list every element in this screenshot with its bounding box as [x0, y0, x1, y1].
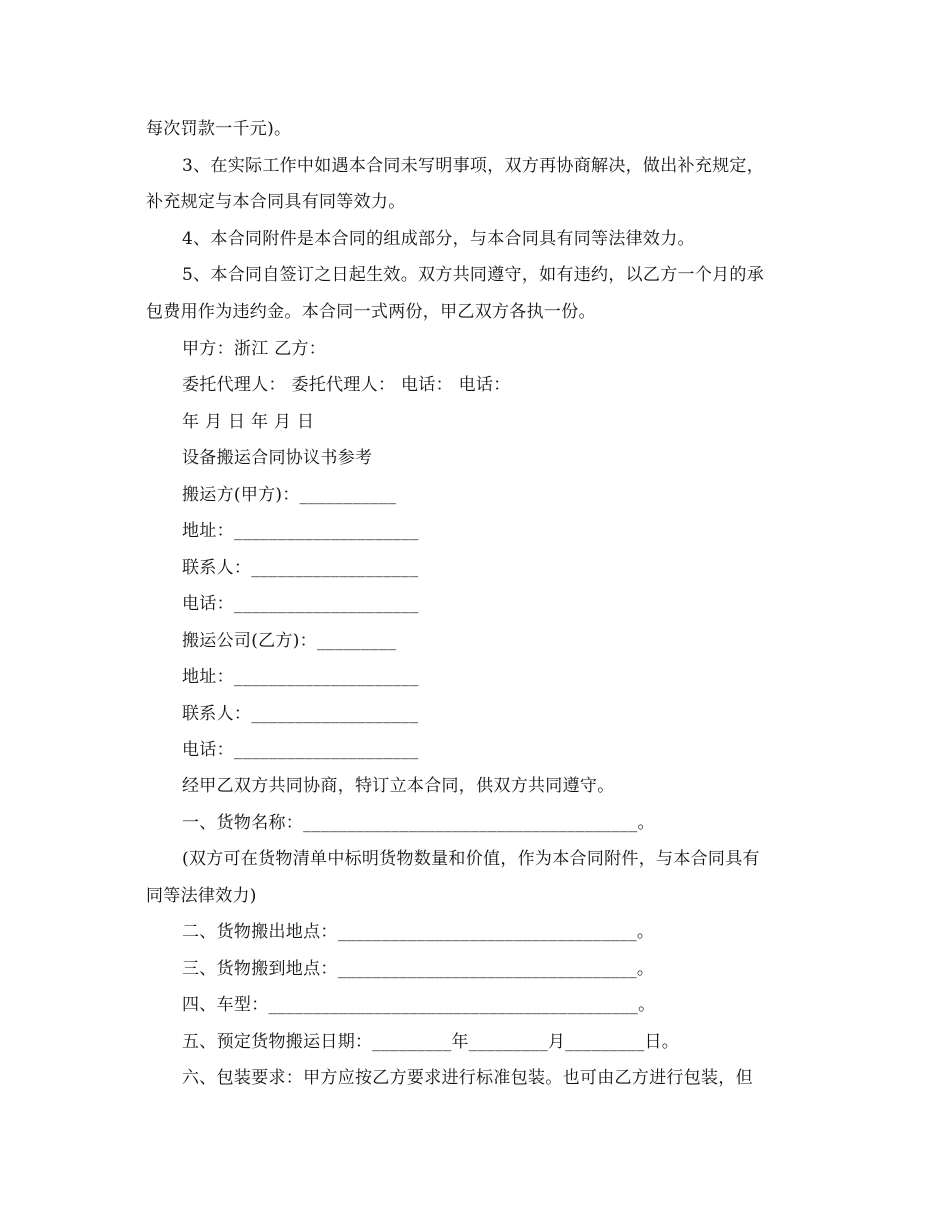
text-line: 3、在实际工作中如遇本合同未写明事项，双方再协商解决，做出补充规定， — [182, 156, 765, 176]
text-line: 甲方：浙江 乙方： — [182, 339, 327, 359]
text-line: 包费用作为违约金。本合同一式两份，甲乙双方各执一份。 — [146, 302, 596, 322]
text-line: 四、车型：__________________________________________。 — [182, 995, 656, 1015]
text-line: 补充规定与本合同具有同等效力。 — [146, 192, 406, 212]
text-line: 电话：_____________________ — [182, 594, 419, 614]
text-line: 委托代理人： 委托代理人： 电话： 电话： — [182, 375, 511, 395]
text-line: 4、本合同附件是本合同的组成部分，与本合同具有同等法律效力。 — [182, 229, 695, 249]
text-line: 电话：_____________________ — [182, 740, 419, 760]
text-line: 搬运方(甲方)：___________ — [182, 485, 397, 505]
text-line: 地址：_____________________ — [182, 667, 419, 687]
text-line: 每次罚款一千元)。 — [146, 119, 292, 139]
text-line: 同等法律效力) — [146, 886, 257, 906]
text-line: 搬运公司(乙方)：_________ — [182, 631, 397, 651]
text-line: 一、货物名称：______________________________________。 — [182, 813, 655, 833]
text-line: 5、本合同自签订之日起生效。双方共同遵守，如有违约，以乙方一个月的承 — [182, 265, 765, 285]
text-line: 经甲乙双方共同协商，特订立本合同，供双方共同遵守。 — [182, 776, 615, 796]
text-line: 三、货物搬到地点：__________________________________。 — [182, 959, 655, 979]
text-line: 六、包装要求：甲方应按乙方要求进行标准包装。也可由乙方进行包装，但 — [182, 1068, 753, 1088]
text-line: 五、预定货物搬运日期：_________年_________月_________日。 — [182, 1032, 680, 1052]
text-line: 年 月 日 年 月 日 — [182, 412, 315, 432]
text-line: 二、货物搬出地点：__________________________________。 — [182, 922, 655, 942]
section-title: 设备搬运合同协议书参考 — [182, 448, 373, 468]
text-line: 联系人：___________________ — [182, 704, 419, 724]
text-line: (双方可在货物清单中标明货物数量和价值，作为本合同附件，与本合同具有 — [182, 849, 760, 869]
text-line: 联系人：___________________ — [182, 558, 419, 578]
text-line: 地址：_____________________ — [182, 521, 419, 541]
